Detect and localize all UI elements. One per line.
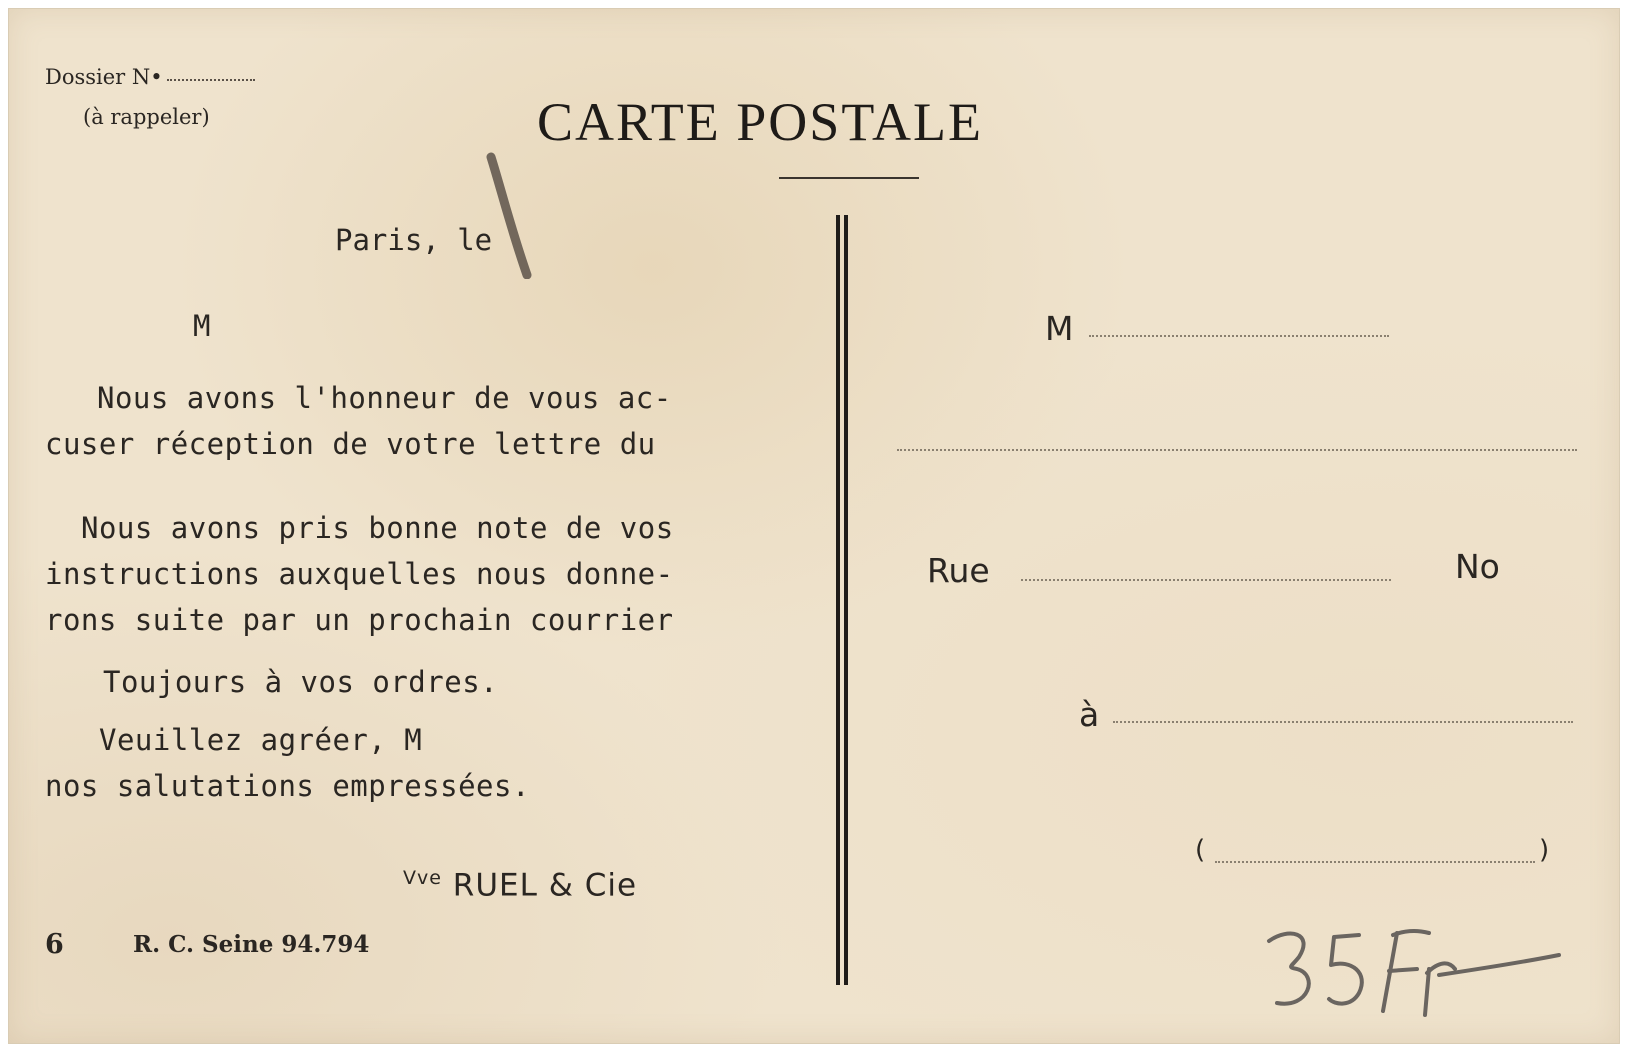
message-line-3: Nous avons pris bonne note de vos (81, 511, 674, 545)
message-line-4: instructions auxquelles nous donne- (45, 557, 674, 591)
message-line-6: Toujours à vos ordres. (103, 665, 499, 699)
handwritten-price (1259, 919, 1579, 1019)
dossier-label: Dossier N• (45, 65, 255, 89)
city-line (1113, 721, 1573, 723)
street-line (1021, 579, 1391, 581)
recipient-label: M (1045, 309, 1074, 348)
city-label: à (1079, 695, 1100, 734)
number-label: No (1455, 547, 1500, 586)
footer-number: 6 (45, 929, 64, 960)
department-line (1215, 861, 1535, 863)
message-line-5: rons suite par un prochain courrier (45, 603, 674, 637)
recipient-line-2 (897, 449, 1577, 451)
salutation: M (193, 309, 211, 343)
paren-close: ) (1539, 835, 1550, 865)
dossier-note: (à rappeler) (83, 105, 210, 129)
recipient-line (1089, 335, 1389, 337)
paren-open: ( (1195, 835, 1206, 865)
ink-stroke-mark (479, 149, 549, 279)
message-line-1: Nous avons l'honneur de vous ac- (97, 381, 672, 415)
message-line-2: cuser réception de votre lettre du (45, 427, 656, 461)
postcard (8, 8, 1620, 1044)
message-line-8: nos salutations empressées. (45, 769, 530, 803)
date-line: Paris, le (335, 223, 493, 257)
message-line-7: Veuillez agréer, M (99, 723, 423, 757)
card-title: CARTE POSTALE (537, 92, 983, 152)
street-label: Rue (927, 551, 990, 590)
registry-number: R. C. Seine 94.794 (133, 931, 370, 958)
center-divider (836, 215, 848, 985)
signature: $^{Vve}$ RUEL & Cie (403, 867, 638, 904)
title-underline (779, 177, 919, 179)
